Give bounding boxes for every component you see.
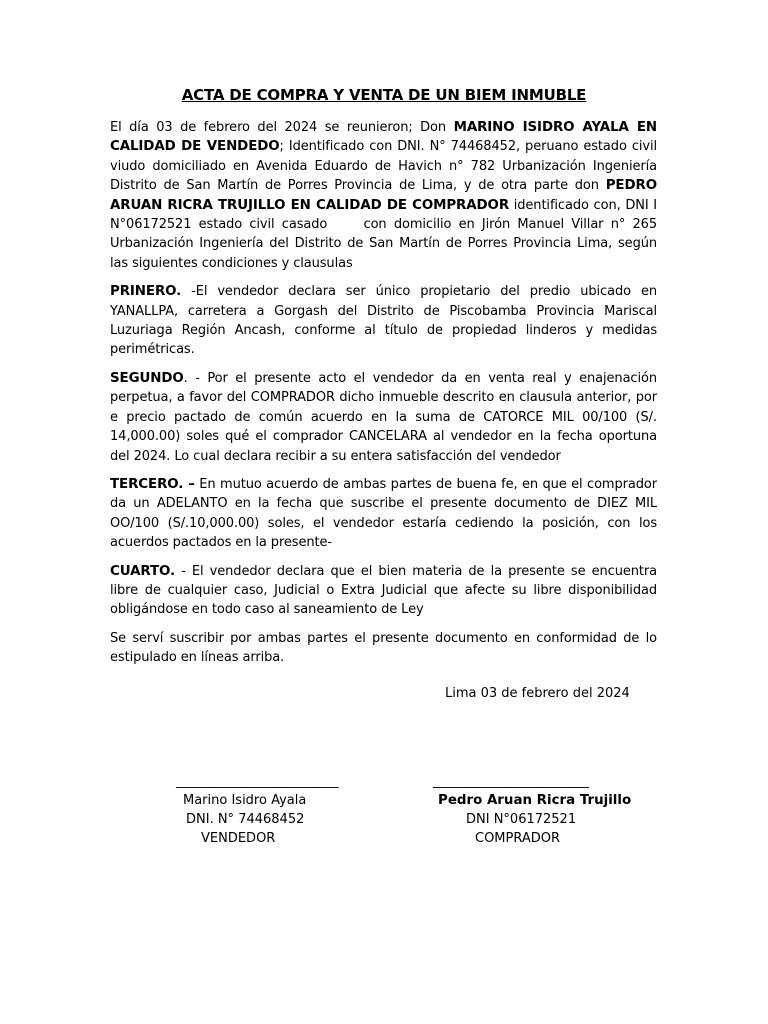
document-title: ACTA DE COMPRA Y VENTA DE UN BIEM INMUBLE — [181, 86, 587, 104]
clause-text: . - Por el presente acto el vendedor da en venta real y enajenación perpetua, a favor del COMPRADOR dicho inmueble descrito en clausula anterior, por e precio pactado de común acuerdo en la suma de CATORCE MIL 00/100 (S/. 14,000.00) soles qué el comprador CANCELARA al vendedor en la fecha oportuna del 2024. Lo cual declara recibir a su entera satisfacción del vendedor — [110, 370, 657, 464]
signer-dni: DNI. N° 74468452 — [186, 812, 305, 827]
clause-text: En mutuo acuerdo de ambas partes de buena fe, en que el comprador da un ADELANTO en la fecha que suscribe el presente documento de DIEZ MIL OO/100 (S/.10,000.00) soles, el vendedor estaría cediendo la posición, con los acuerdos pactados en la presente- — [110, 476, 657, 551]
signer-dni: DNI N°06172521 — [466, 812, 577, 827]
seller-name-bold: MARINO ISIDRO AYALA EN CALIDAD DE VENDEDO — [110, 120, 657, 155]
intro-paragraph — [110, 118, 662, 273]
signature-line: _________________________ — [176, 774, 339, 789]
clause-text: - El vendedor declara que el bien materia de la presente se encuentra libre de cualquier caso, Judicial o Extra Judicial que afecte su libre disponibilidad obligándose en todo caso al saneamiento de Ley — [110, 563, 657, 618]
clause-heading: SEGUNDO — [110, 370, 184, 386]
seller-signature-block — [176, 772, 366, 848]
signer-name: Marino Isidro Ayala — [183, 793, 307, 808]
buyer-signature-block — [433, 772, 633, 848]
place-date: Lima 03 de febrero del 2024 — [445, 686, 630, 701]
clause-third — [110, 475, 657, 553]
clause-text: -El vendedor declara ser único propietario del predio ubicado en YANALLPA, carretera a Gorgash del Distrito de Piscobamba Provincia Mariscal Luzuriaga Región Ancash, conforme al título de propiedad linderos y medidas perimétricas. — [110, 284, 657, 358]
intro-text-1: El día 03 de febrero del 2024 se reunieron; Don — [110, 120, 454, 135]
clause-first — [110, 282, 657, 360]
intro-text-2: ; Identificado con DNI. N° 74468452, peruano estado civil viudo domiciliado en Avenida Eduardo de Havich n° 782 Urbanización Ingeniería Distrito de San Martín de Porres Provincia de Lima, y de otra parte don — [110, 139, 657, 194]
signature-line: ________________________ — [433, 774, 589, 789]
document-body — [110, 118, 662, 677]
buyer-name-bold: PEDRO ARUAN RICRA TRUJILLO EN CALIDAD DE COMPRADOR — [110, 178, 657, 213]
closing-paragraph: Se serví suscribir por ambas partes el presente documento en conformidad de lo estipulado en líneas arriba. — [110, 630, 657, 666]
signer-role: COMPRADOR — [475, 831, 561, 846]
clause-heading: CUARTO. — [110, 563, 175, 579]
signer-role: VENDEDOR — [201, 831, 276, 846]
clause-heading: TERCERO. – — [110, 476, 195, 492]
signer-name: Pedro Aruan Ricra Trujillo — [438, 793, 632, 808]
clause-heading: PRINERO. — [110, 284, 182, 300]
clause-second — [110, 369, 657, 466]
clause-fourth — [110, 562, 657, 620]
intro-text-3: identificado con, DNI I N°06172521 estado civil casado con domicilio en Jirón Manuel Villar n° 265 Urbanización Ingeniería del Distrito de San Martín de Porres Provincia Lima, según las siguientes condiciones y clausulas — [110, 197, 662, 271]
